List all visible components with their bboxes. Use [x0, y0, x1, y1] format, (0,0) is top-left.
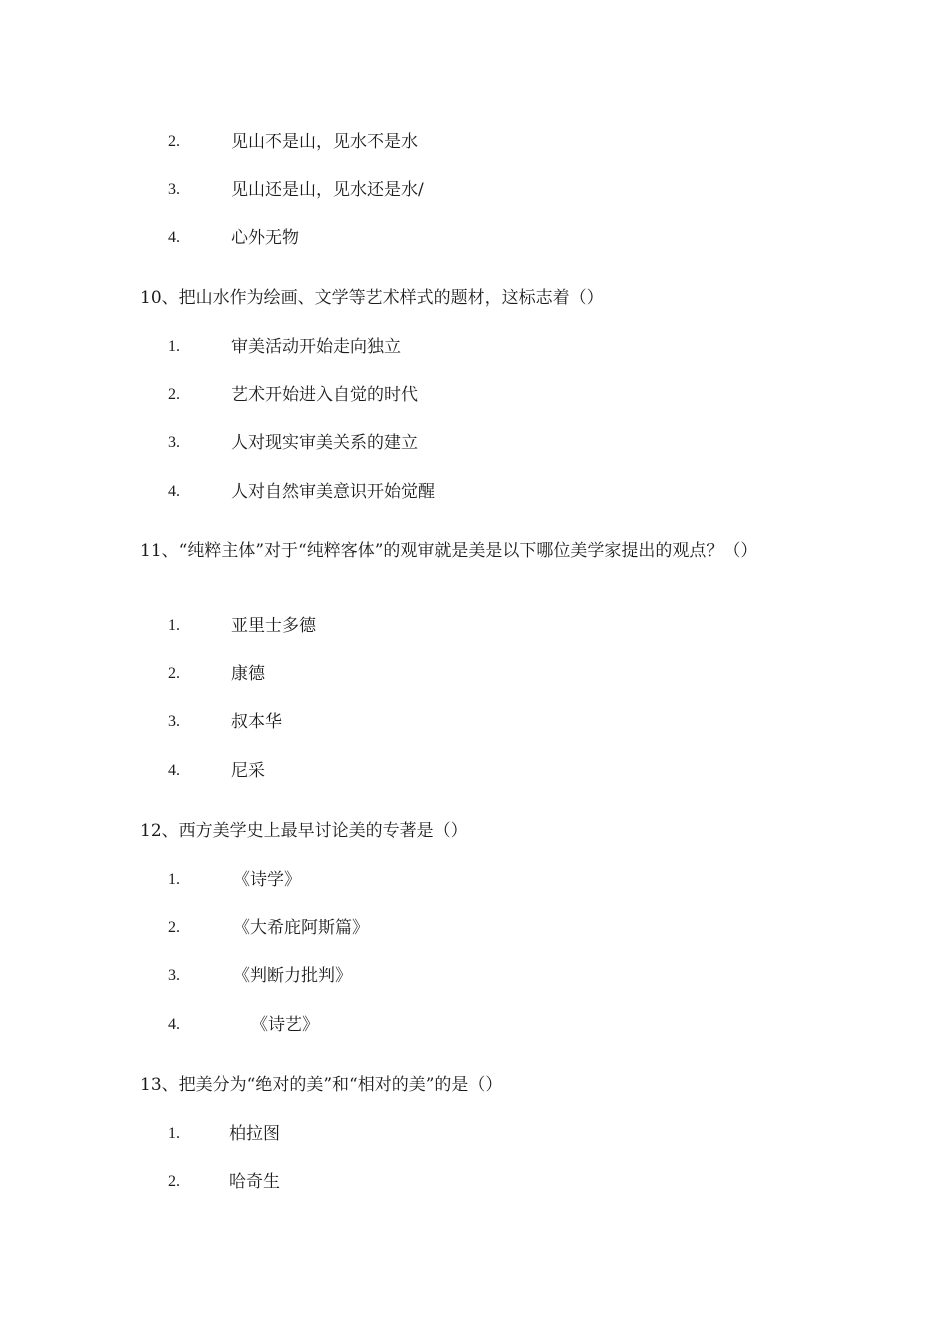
option-number: 2.: [168, 386, 180, 403]
option-number: 3.: [168, 181, 180, 198]
question-13-stem: 13、把美分为“绝对的美”和“相对的美”的是（）: [140, 1075, 503, 1095]
option-text: 心外无物: [231, 228, 299, 248]
option-text: 《诗学》: [233, 870, 301, 890]
option-text: 艺术开始进入自觉的时代: [231, 385, 418, 405]
question-12-stem: 12、西方美学史上最早讨论美的专著是（）: [140, 821, 468, 841]
option-text: 见山不是山，见水不是水: [231, 132, 418, 152]
option-number: 3.: [168, 434, 180, 451]
option-text: 柏拉图: [229, 1124, 280, 1144]
option-number: 2.: [168, 665, 180, 682]
option-text: 叔本华: [231, 712, 282, 732]
option-text: 哈奇生: [229, 1172, 280, 1192]
option-number: 1.: [168, 871, 180, 888]
option-text: 人对自然审美意识开始觉醒: [231, 482, 435, 502]
option-number: 1.: [168, 338, 180, 355]
option-text: 《大希庇阿斯篇》: [233, 918, 369, 938]
option-number: 4.: [168, 483, 180, 500]
question-11-stem: 11、“纯粹主体”对于“纯粹客体”的观审就是美是以下哪位美学家提出的观点？（）: [140, 541, 758, 561]
option-number: 1.: [168, 617, 180, 634]
question-10-stem: 10、把山水作为绘画、文学等艺术样式的题材，这标志着（）: [140, 288, 604, 308]
option-text: 亚里士多德: [231, 616, 316, 636]
option-text: 人对现实审美关系的建立: [231, 433, 418, 453]
option-text: 康德: [231, 664, 265, 684]
option-text: 《判断力批判》: [233, 966, 352, 986]
option-text: 审美活动开始走向独立: [231, 337, 401, 357]
option-text: 见山还是山，见水还是水/: [231, 180, 424, 200]
option-text: 尼采: [231, 761, 265, 781]
option-number: 2.: [168, 133, 180, 150]
option-text: 《诗艺》: [251, 1015, 319, 1035]
option-number: 3.: [168, 713, 180, 730]
option-number: 4.: [168, 229, 180, 246]
option-number: 2.: [168, 1173, 180, 1190]
option-number: 4.: [168, 1016, 180, 1033]
option-number: 4.: [168, 762, 180, 779]
option-number: 2.: [168, 919, 180, 936]
option-number: 1.: [168, 1125, 180, 1142]
option-number: 3.: [168, 967, 180, 984]
